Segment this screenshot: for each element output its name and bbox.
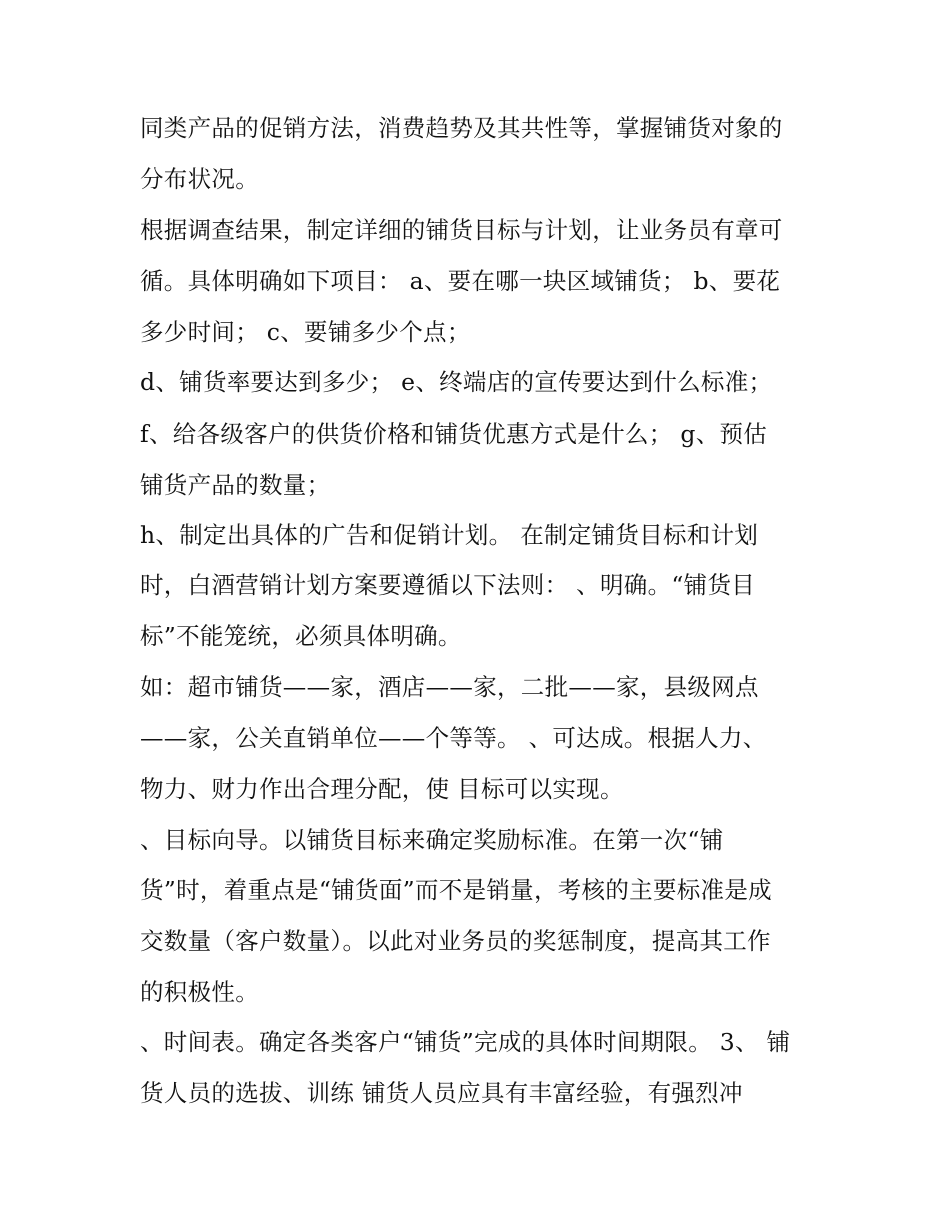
text-line: f、给各级客户的供货价格和铺货优惠方式是什么； g、预估 [140, 420, 768, 448]
text-line: 的积极性。 [140, 978, 259, 1006]
text-line: ——家，公关直销单位——个等等。 、可达成。根据人力、 [140, 724, 767, 752]
text-line: 循。具体明确如下项目： a、要在哪一块区域铺货； b、要花 [140, 267, 781, 295]
text-line: 、目标向导。以铺货目标来确定奖励标准。在第一次“铺 [140, 826, 724, 854]
text-line: 分布状况。 [140, 165, 259, 193]
text-line: 物力、财力作出合理分配，使 目标可以实现。 [140, 775, 624, 803]
text-line: 货”时，着重点是“铺货面”而不是销量，考核的主要标准是成 [140, 876, 772, 904]
text-line: 货人员的选拔、训练 铺货人员应具有丰富经验，有强烈冲 [140, 1079, 743, 1107]
text-line: h、制定出具体的广告和促销计划。 在制定铺货目标和计划 [140, 521, 759, 549]
text-line: 铺货产品的数量； [140, 471, 331, 499]
text-line: d、铺货率要达到多少； e、终端店的宣传要达到什么标准； [140, 368, 773, 396]
text-line: 根据调查结果，制定详细的铺货目标与计划，让业务员有章可 [140, 216, 783, 244]
text-line: 同类产品的促销方法，消费趋势及其共性等，掌握铺货对象的 [140, 114, 783, 142]
text-line: 如：超市铺货——家，酒店——家，二批——家，县级网点 [140, 673, 759, 701]
text-line: 交数量（客户数量）。以此对业务员的奖惩制度，提高其工作 [140, 927, 771, 955]
text-line: 标”不能笼统，必须具体明确。 [140, 622, 462, 650]
text-line: 多少时间； c、要铺多少个点； [140, 318, 471, 346]
text-line: 时，白酒营销计划方案要遵循以下法则： 、明确。“铺货目 [140, 571, 756, 599]
text-line: 、时间表。确定各类客户“铺货”完成的具体时间期限。 3、 铺 [140, 1028, 791, 1056]
